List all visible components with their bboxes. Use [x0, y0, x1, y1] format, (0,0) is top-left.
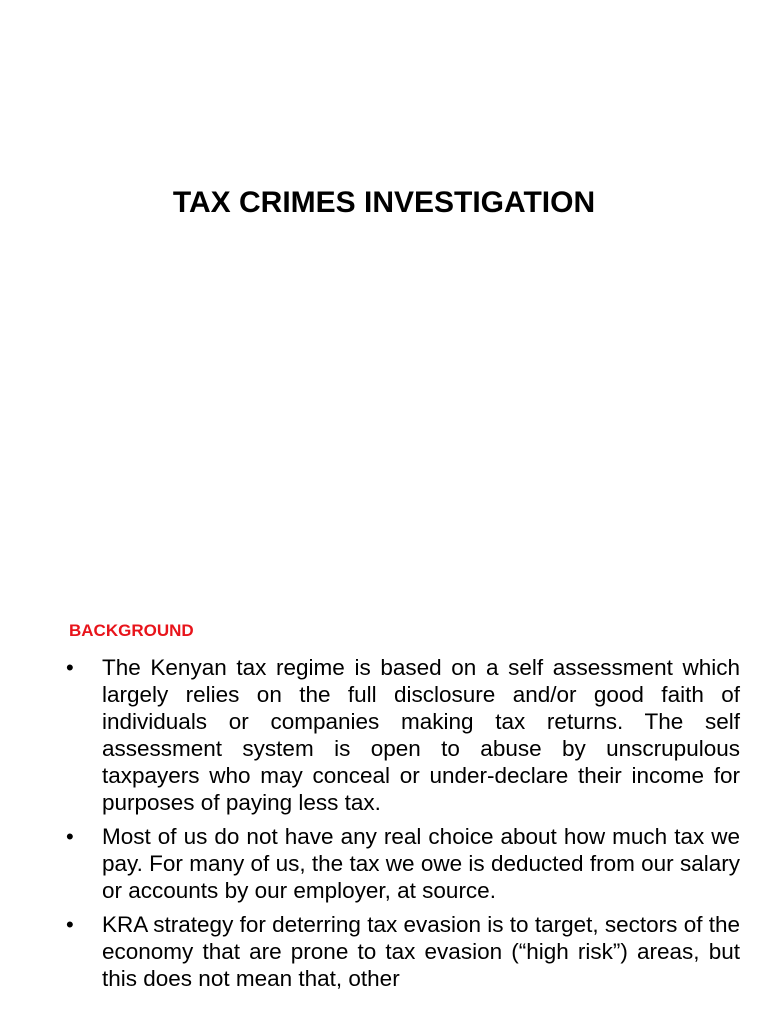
- bullet-text: Most of us do not have any real choice about how much tax we pay. For many of us, the tax we owe is deducted from our salary or accounts by our employer, at source.: [102, 824, 740, 903]
- bullet-icon: •: [66, 912, 74, 937]
- bullet-item: [66, 823, 740, 904]
- page-title: TAX CRIMES INVESTIGATION: [172, 186, 596, 219]
- bullet-icon: •: [66, 824, 74, 849]
- bullet-item: [66, 654, 740, 816]
- bullet-item: [66, 911, 740, 992]
- bullet-text: KRA strategy for deterring tax evasion is to target, sectors of the economy that are prone to tax evasion (“high risk”) areas, but this does not mean that, other: [102, 912, 740, 991]
- bullet-icon: •: [66, 655, 74, 680]
- section-heading-background: BACKGROUND: [69, 621, 194, 640]
- bullet-list: [66, 654, 740, 999]
- bullet-text: The Kenyan tax regime is based on a self assessment which largely relies on the full disclosure and/or good faith of individuals or companies making tax returns. The self assessment system is open to abuse by unscrupulous taxpayers who may conceal or under-declare their income for purposes of paying less tax.: [102, 655, 740, 815]
